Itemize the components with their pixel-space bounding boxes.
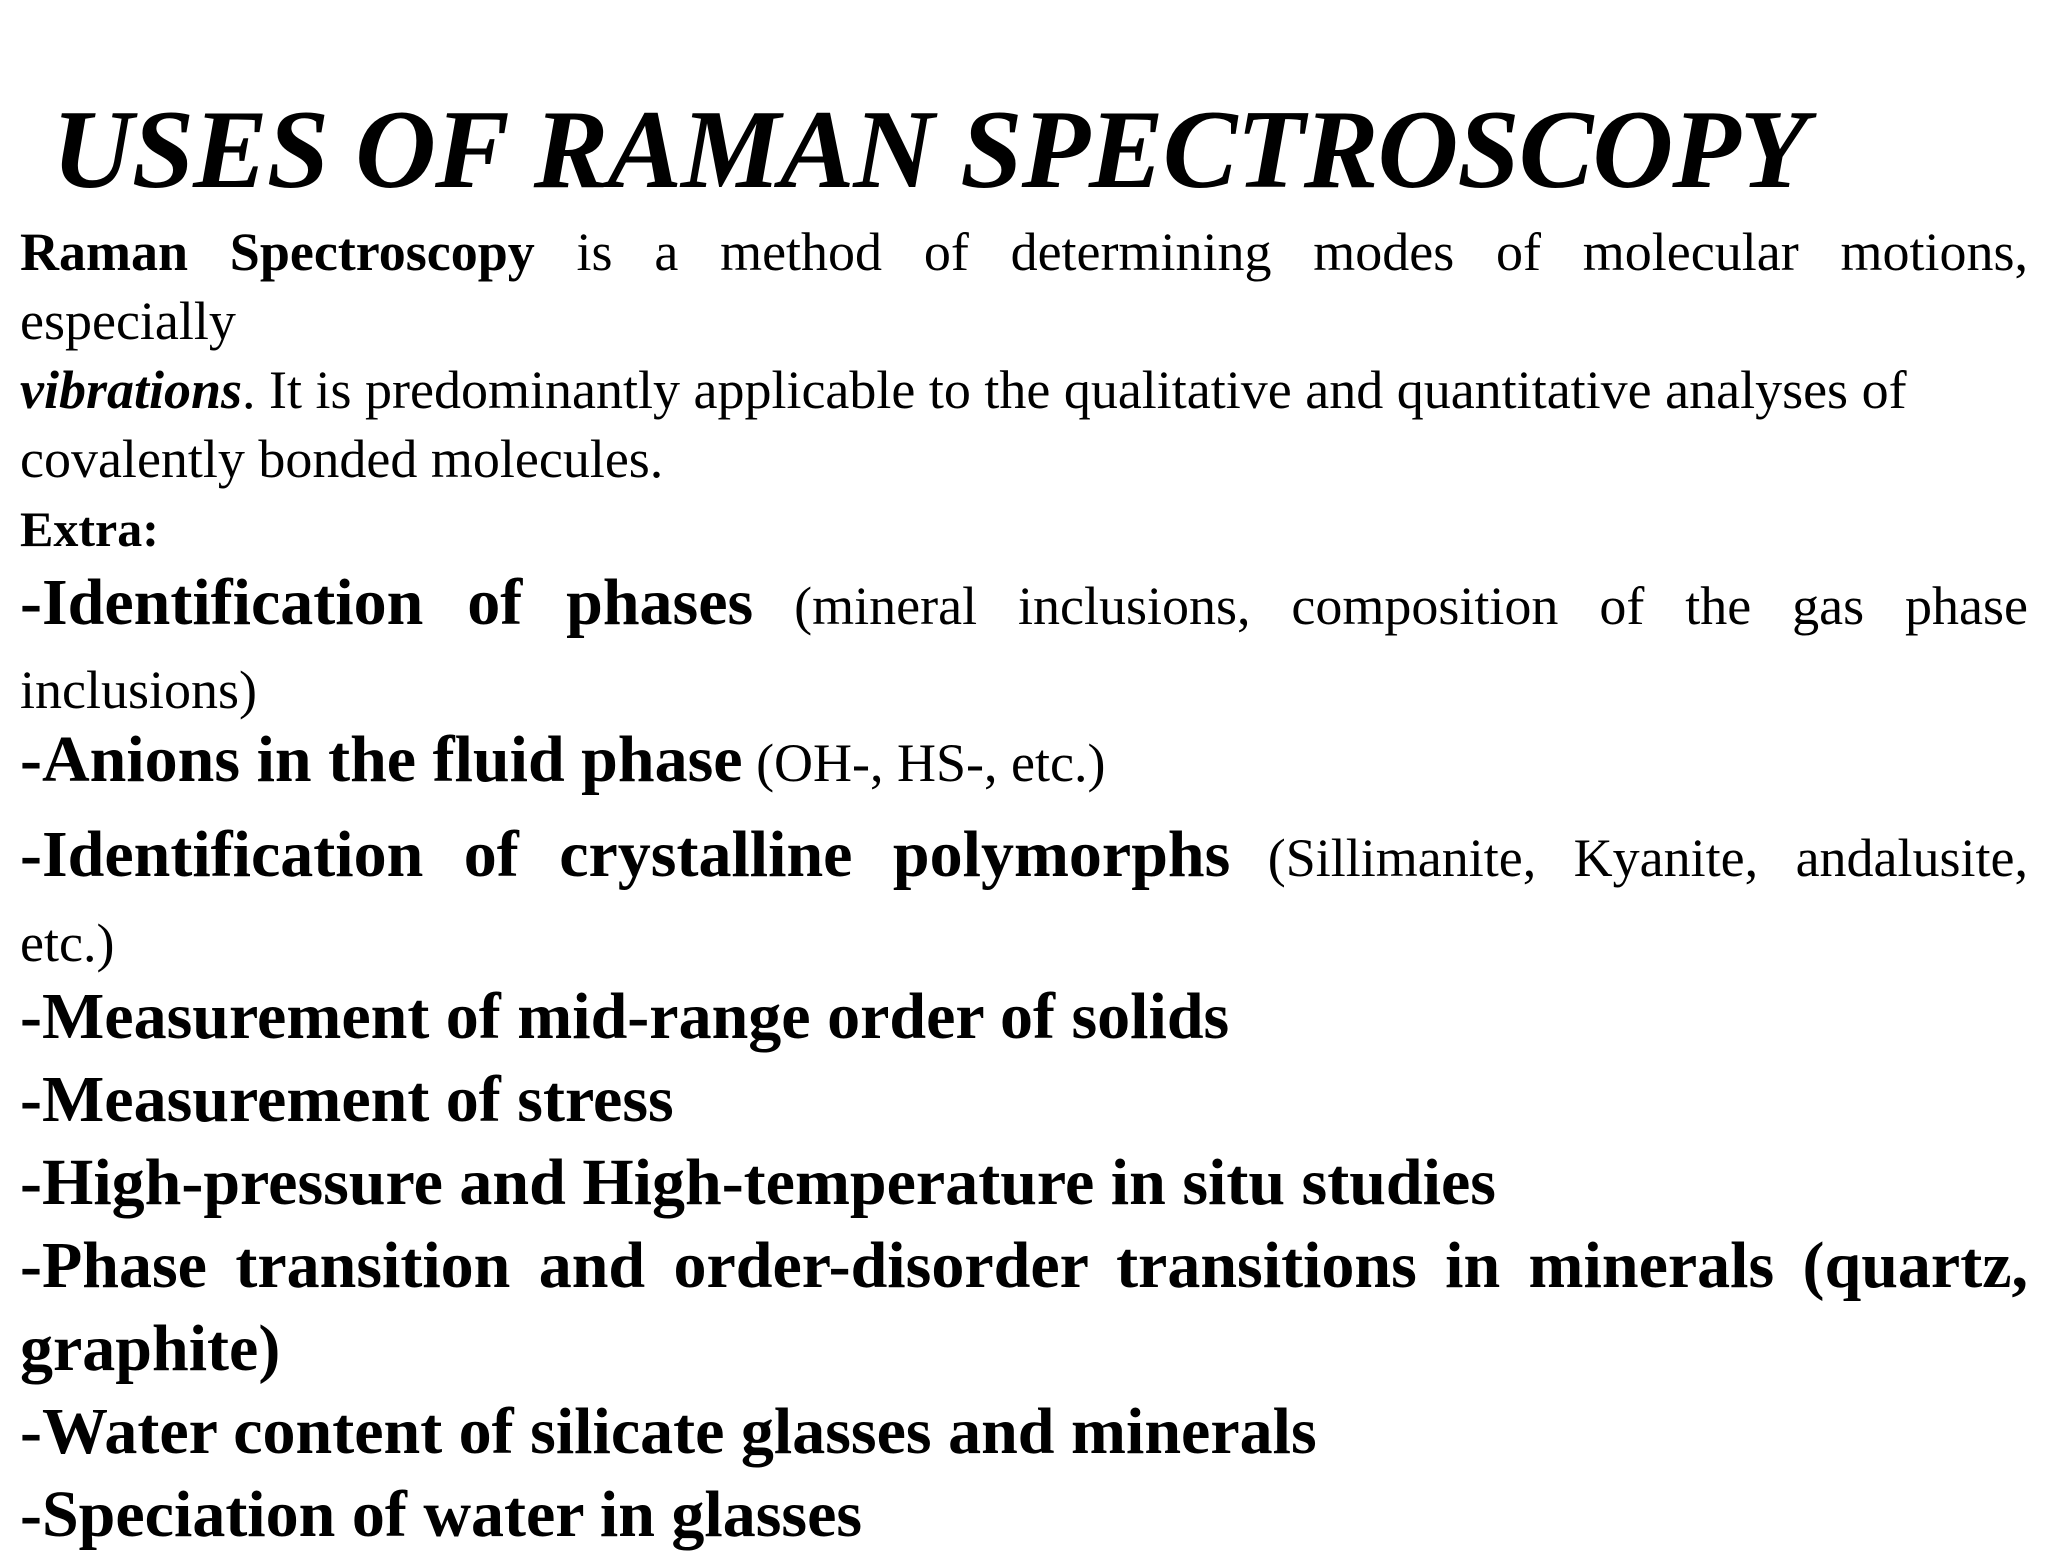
use-item-line (20, 816, 2028, 911)
use-item-mid-range-order: -Measurement of mid-range order of solids (20, 980, 1230, 1053)
use-item-water-speciation: -Speciation of water in glasses (20, 1478, 863, 1551)
intro-line-1-rest: is a method of determining modes of molecular motions, (534, 222, 2028, 282)
use-item-head: -Identification of phases (20, 566, 754, 639)
intro-term: Raman Spectroscopy (20, 222, 535, 282)
use-item-detail-continued: etc.) (20, 913, 115, 973)
uses-list (20, 564, 2028, 1556)
intro-line-1 (20, 218, 2028, 287)
use-item-detail: (mineral inclusions, composition of the gas phase (753, 576, 2029, 636)
use-item-line (20, 564, 2028, 659)
use-item-crystalline-polymorphs (20, 816, 2028, 975)
intro-line-3 (20, 356, 2028, 425)
slide-title: USES OF RAMAN SPECTROSCOPY (52, 88, 1808, 212)
use-item-stress: -Measurement of stress (20, 1063, 674, 1136)
use-item-head: -Anions in the fluid phase (20, 723, 743, 796)
use-item-identification-of-phases (20, 564, 2028, 721)
intro-paragraph (20, 218, 2028, 494)
use-item-detail: (Sillimanite, Kyanite, andalusite, (1230, 828, 2028, 888)
use-item-phase-transition (20, 1224, 2028, 1390)
use-item-high-pressure: -High-pressure and High-temperature in situ studies (20, 1146, 1496, 1219)
use-item-head: -Identification of crystalline polymorphs (20, 818, 1231, 891)
intro-vibrations: vibrations (20, 360, 243, 420)
use-item-detail-continued: inclusions) (20, 660, 257, 720)
use-item-anions (20, 721, 2028, 816)
use-item-line-continued: graphite) (20, 1312, 281, 1385)
use-item-detail: (OH-, HS-, etc.) (742, 733, 1106, 793)
use-item-line: -Phase transition and order-disorder transitions in minerals (quartz, (20, 1229, 2028, 1302)
extra-label: Extra: (20, 501, 159, 557)
slide-content (20, 218, 2028, 1556)
intro-line-3-rest: . It is predominantly applicable to the qualitative and quantitative analyses of (242, 360, 1907, 420)
intro-line-2: especially (20, 291, 236, 351)
use-item-water-content: -Water content of silicate glasses and minerals (20, 1395, 1317, 1468)
intro-line-4: covalently bonded molecules. (20, 429, 664, 489)
